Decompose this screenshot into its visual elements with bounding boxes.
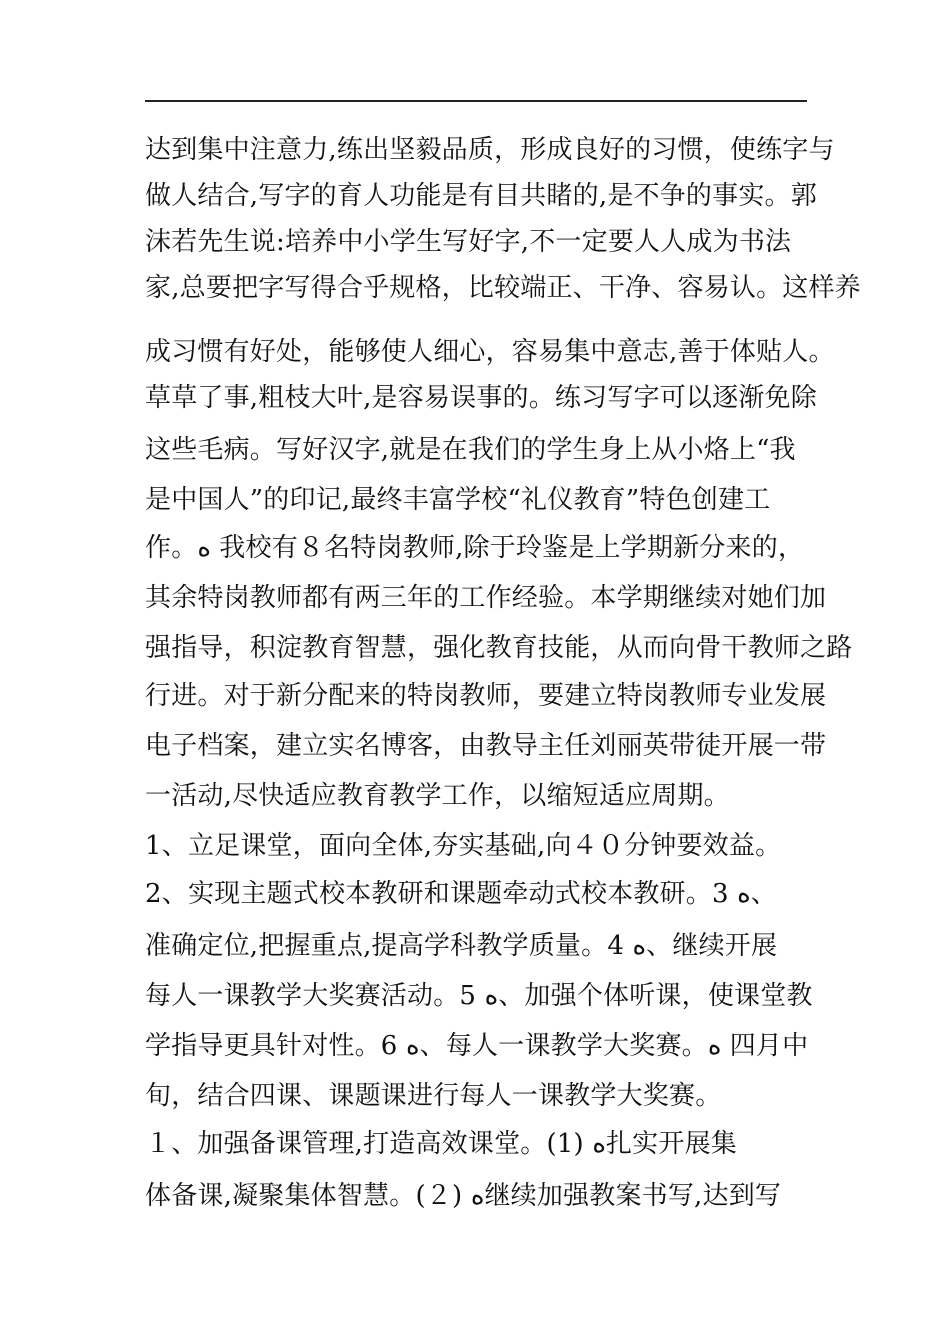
list-item-line: 2、实现主题式校本教研和课题牵动式校本教研。3 ه、 bbox=[145, 879, 777, 909]
paragraph-line: 一活动,尽快适应教育教学工作，以缩短适应周期。 bbox=[145, 781, 730, 811]
paragraph-line: 是中国人”的印记,最终丰富学校“礼仪教育”特色创建工 bbox=[145, 485, 771, 515]
paragraph-line: 强指导，积淀教育智慧，强化教育技能，从而向骨干教师之路 bbox=[145, 633, 853, 663]
list-item-line: 每人一课教学大奖赛活动。5 ه、加强个体听课，使课堂教 bbox=[145, 981, 813, 1011]
list-item-line: １、加强备课管理,打造高效课堂。(1) ه扎实开展集 bbox=[145, 1129, 737, 1159]
list-item-line: 1、立足课堂，面向全体,夯实基础,向４０分钟要效益。 bbox=[145, 831, 782, 861]
paragraph-line: 达到集中注意力,练出坚毅品质，形成良好的习惯，使练字与 bbox=[145, 135, 835, 165]
paragraph-line: 做人结合,写字的育人功能是有目共睹的,是不争的事实。郭 bbox=[145, 181, 817, 211]
paragraph-line: 其余特岗教师都有两三年的工作经验。本学期继续对她们加 bbox=[145, 583, 827, 613]
paragraph-line: 沫若先生说:培养中小学生写好字,不一定要人人成为书法 bbox=[145, 227, 792, 257]
header-rule bbox=[145, 100, 807, 102]
list-item-line: 体备课,凝聚集体智慧。(２) ه继续加强教案书写,达到写 bbox=[145, 1181, 782, 1211]
list-item-line: 学指导更具针对性。6 ه、每人一课教学大奖赛。ه 四月中 bbox=[145, 1031, 809, 1061]
paragraph-line: 家,总要把字写得合乎规格，比较端正、干净、容易认。这样养 bbox=[145, 273, 861, 303]
paragraph-line: 成习惯有好处，能够使人细心，容易集中意志,善于体贴人。 bbox=[145, 337, 835, 367]
paragraph-line: 电子档案，建立实名博客，由教导主任刘丽英带徒开展一带 bbox=[145, 731, 827, 761]
list-item-line: 准确定位,把握重点,提高学科教学质量。4 ه、继续开展 bbox=[145, 931, 778, 961]
paragraph-line: 作。ه 我校有８名特岗教师,除于玲鉴是上学期新分来的， bbox=[145, 533, 805, 563]
paragraph-line: 这些毛病。写好汉字,就是在我们的学生身上从小烙上“我 bbox=[145, 435, 796, 465]
paragraph-line: 草草了事,粗枝大叶,是容易误事的。练习写字可以逐渐免除 bbox=[145, 383, 817, 413]
list-item-line: 旬，结合四课、课题课进行每人一课教学大奖赛。 bbox=[145, 1081, 722, 1111]
paragraph-line: 行进。对于新分配来的特岗教师，要建立特岗教师专业发展 bbox=[145, 681, 827, 711]
